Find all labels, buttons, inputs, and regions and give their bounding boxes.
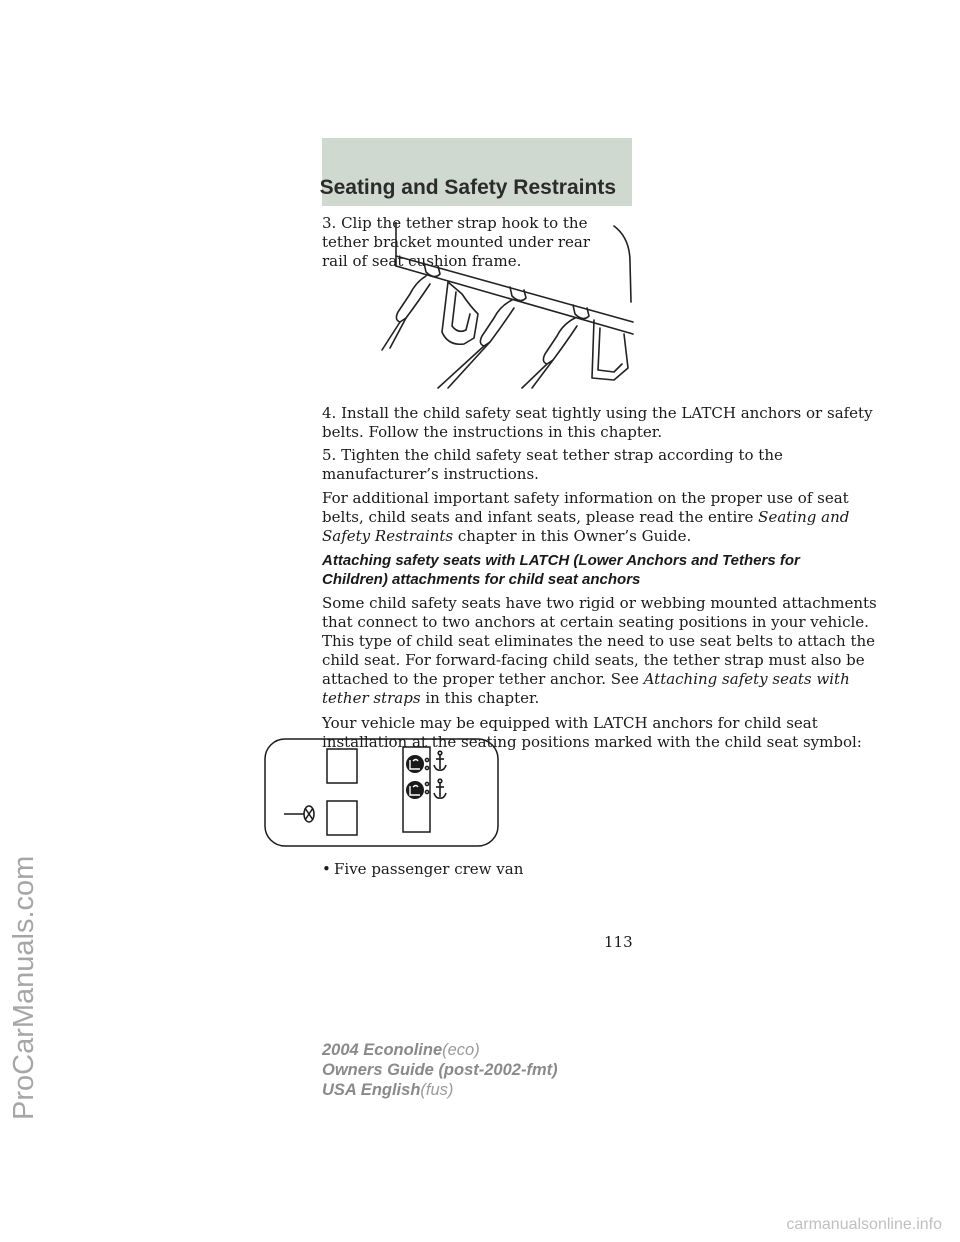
- page-number: 113: [604, 933, 633, 951]
- footer-code: (fus): [420, 1081, 454, 1099]
- latch-seating-diagram: [264, 738, 500, 848]
- footer-code: (eco): [442, 1041, 480, 1059]
- latch-heading: [322, 551, 800, 589]
- front-seat-left: [327, 801, 357, 835]
- bullet-item: [322, 860, 523, 879]
- chapter-reference: Seating and: [758, 508, 850, 526]
- step-3-line: rail of seat cushion frame.: [322, 252, 522, 270]
- step-5-line: 5. Tighten the child safety seat tether strap according to the: [322, 446, 783, 464]
- step-4-line: belts. Follow the instructions in this chapter.: [322, 423, 663, 441]
- front-seat-right: [327, 749, 357, 783]
- latch-paragraph-line: This type of child seat eliminates the need to use seat belts to attach the: [322, 632, 876, 650]
- step-5-text: [322, 446, 783, 484]
- latch-paragraph-line: Some child safety seats have two rigid or webbing mounted attachments: [322, 594, 877, 612]
- section-reference: tether straps: [322, 689, 421, 707]
- latch-paragraph-line: attached to the proper tether anchor. See: [322, 670, 644, 688]
- tether-hooks-illustration: [378, 222, 636, 390]
- latch-paragraph: [322, 594, 877, 708]
- step-3-line: tether bracket mounted under rear: [322, 233, 591, 251]
- step-4-line: 4. Install the child safety seat tightly using the LATCH anchors or safety: [322, 404, 873, 422]
- bullet-text: Five passenger crew van: [334, 860, 524, 878]
- step-4-text: [322, 404, 873, 442]
- latch-paragraph-line: child seat. For forward-facing child seats, the tether strap must also be: [322, 651, 865, 669]
- bullet-symbol: •: [322, 860, 331, 878]
- additional-info-text: [322, 489, 850, 546]
- additional-info-line: chapter in this Owner’s Guide.: [453, 527, 692, 545]
- anchor-icon: [434, 779, 446, 798]
- latch-paragraph-line: in this chapter.: [420, 689, 540, 707]
- footer-guide: Owners Guide (post-2002-fmt): [322, 1061, 558, 1079]
- bottom-watermark: carmanualsonline.info: [786, 1216, 942, 1233]
- additional-info-line: For additional important safety information on the proper use of seat: [322, 489, 849, 507]
- equipped-line: Your vehicle may be equipped with LATCH anchors for child seat: [322, 714, 818, 732]
- latch-heading-line: Children) attachments for child seat anchors: [322, 571, 641, 588]
- document-footer: [322, 1040, 558, 1100]
- step-5-line: manufacturer’s instructions.: [322, 465, 539, 483]
- child-seat-icon: [406, 755, 424, 773]
- child-seat-icon: [406, 781, 424, 799]
- section-reference: Attaching safety seats with: [643, 670, 850, 688]
- side-watermark: ProCarManuals.com: [8, 855, 40, 1120]
- anchor-icon: [434, 751, 446, 770]
- van-outline: [265, 739, 498, 846]
- footer-model: 2004 Econoline: [322, 1041, 443, 1059]
- additional-info-line: belts, child seats and infant seats, please read the entire: [322, 508, 759, 526]
- latch-heading-line: Attaching safety seats with LATCH (Lower Anchors and Tethers for: [322, 552, 800, 569]
- footer-language: USA English: [322, 1081, 421, 1099]
- chapter-reference: Safety Restraints: [322, 527, 454, 545]
- step-3-line: 3. Clip the tether strap hook to the: [322, 214, 588, 232]
- section-title: Seating and Safety Restraints: [319, 176, 616, 199]
- latch-paragraph-line: that connect to two anchors at certain seating positions in your vehicle.: [322, 613, 869, 631]
- section-header-band: [319, 138, 632, 206]
- equipped-line: installation at the seating positions marked with the child seat symbol:: [322, 733, 862, 751]
